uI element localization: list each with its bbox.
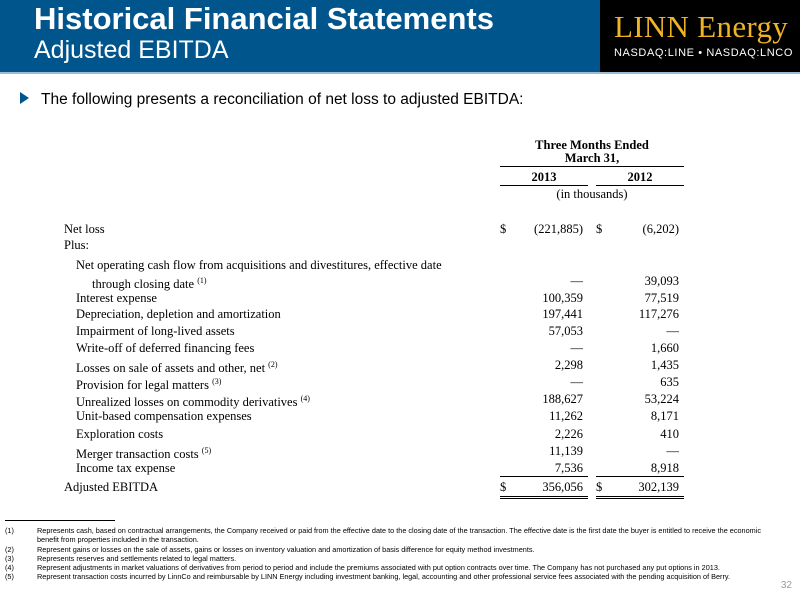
value-2012: 117,276 [638, 307, 679, 321]
total-double-rule-2013-b [500, 498, 588, 499]
row-label: Exploration costs [76, 427, 164, 441]
bullet-triangle-icon [20, 92, 29, 104]
value-2013: 57,053 [548, 324, 583, 338]
footnote-number: (1) [5, 526, 14, 535]
col-2012-header: 2012 [627, 170, 653, 184]
footnote-text: Represents cash, based on contractual arrangements, the Company received or paid from the effective date to the closing date of the transaction. The effective date is the first date the buyer is entitled to receive the economic benefit from properties included in the transaction. [37, 526, 762, 544]
footnote-number: (5) [5, 572, 14, 581]
row-label: Impairment of long-lived assets [76, 324, 235, 338]
footnote-ref: (3) [212, 377, 222, 386]
row-label: Write-off of deferred financing fees [76, 341, 255, 355]
page-number: 32 [780, 580, 792, 591]
page-subtitle: Adjusted EBITDA [34, 36, 229, 64]
value-2013: 11,262 [549, 409, 583, 423]
value-2012: (6,202) [642, 222, 679, 236]
value-2012: 302,139 [638, 480, 679, 494]
footnote-ref: (4) [300, 394, 310, 403]
col-2013-header: 2013 [531, 170, 557, 184]
row-label: Plus: [64, 238, 90, 252]
value-2013: (221,885) [534, 222, 583, 236]
value-2012: 39,093 [644, 274, 679, 288]
value-2012: 77,519 [644, 291, 679, 305]
row-label: Net operating cash flow from acquisitions and divestitures, effective date [76, 258, 442, 272]
value-2013: 188,627 [542, 392, 583, 406]
footnote-item [5, 527, 795, 545]
footnote-text: Represents reserves and settlements related to legal matters. [37, 554, 237, 563]
logo-ticker: NASDAQ:LINE • NASDAQ:LNCO [614, 47, 794, 59]
value-2013: 100,359 [542, 291, 583, 305]
value-2013: — [570, 375, 583, 389]
logo-name: LINN Energy [614, 9, 789, 44]
header-divider [0, 72, 800, 74]
row-label: Interest expense [76, 291, 157, 305]
table-row [0, 306, 800, 322]
footnote-number: (2) [5, 545, 14, 554]
table-row [0, 391, 800, 407]
col-2012-underline [596, 185, 684, 186]
value-2012: 1,435 [650, 358, 679, 372]
value-2013: 2,298 [554, 358, 583, 372]
footnote-ref: (2) [268, 360, 278, 369]
table-row [0, 460, 800, 476]
footnote-item [5, 573, 795, 591]
footnote-number: (3) [5, 554, 14, 563]
table-row [0, 323, 800, 339]
value-2012: 8,171 [650, 409, 679, 423]
table-row [0, 257, 800, 273]
table-row [0, 273, 800, 289]
table-row [0, 290, 800, 306]
row-label: Unrealized losses on commodity derivatives [76, 395, 298, 409]
value-2013: 2,226 [554, 427, 583, 441]
intro-bullet [20, 91, 523, 109]
period-header-line2: March 31, [564, 151, 620, 165]
row-label: Depreciation, depletion and amortization [76, 307, 281, 321]
subtotal-rule-2012 [596, 476, 684, 477]
row-label: Provision for legal matters [76, 378, 209, 392]
value-2012: 635 [660, 375, 679, 389]
footnote-text: Represent adjustments in market valuations of derivatives from period to period and include the premiums associated with put option contracts over time. The Company has not purchased any put options in 2013. [37, 563, 720, 572]
currency-sign: $ [500, 480, 507, 494]
row-label: Adjusted EBITDA [64, 480, 159, 494]
table-row [0, 426, 800, 442]
value-2013: 356,056 [542, 480, 583, 494]
row-label: Net loss [64, 222, 105, 236]
company-logo [600, 0, 800, 72]
currency-sign: $ [596, 222, 603, 236]
row-label: through closing date [92, 277, 195, 291]
row-label: Income tax expense [76, 461, 176, 475]
value-2013: 197,441 [542, 307, 583, 321]
value-2012: 1,660 [650, 341, 679, 355]
value-2013: 7,536 [554, 461, 583, 475]
footnote-text: Represent transaction costs incurred by LinnCo and reimbursable by LINN Energy including investment banking, legal, accounting and other professional service fees associated with the pending acquisition of Berry. [37, 572, 731, 581]
page-title: Historical Financial Statements [34, 1, 494, 36]
table-row [0, 374, 800, 390]
value-2012: 53,224 [644, 392, 679, 406]
total-double-rule-2012-b [596, 498, 684, 499]
table-row [0, 443, 800, 459]
period-header-line1: Three Months Ended [535, 138, 649, 152]
row-label: Merger transaction costs [76, 447, 199, 461]
row-label: Losses on sale of assets and other, net [76, 361, 266, 375]
row-label: Unit-based compensation expenses [76, 409, 252, 423]
units-label: (in thousands) [556, 187, 628, 201]
footnote-divider [5, 520, 115, 521]
footnote-ref: (1) [197, 276, 207, 285]
footnote-ref: (5) [201, 446, 212, 455]
table-row [0, 340, 800, 356]
value-2012: — [666, 324, 679, 338]
period-underline [500, 166, 684, 167]
header-band [0, 0, 800, 72]
total-double-rule-2013-a [500, 496, 588, 497]
value-2013: — [570, 274, 583, 288]
table-row [0, 221, 800, 237]
value-2012: 410 [660, 427, 679, 441]
currency-sign: $ [596, 480, 603, 494]
currency-sign: $ [500, 222, 507, 236]
table-row [0, 357, 800, 373]
col-2013-underline [500, 185, 588, 186]
table-row [0, 237, 800, 253]
value-2012: 8,918 [650, 461, 679, 475]
footnote-text: Represent gains or losses on the sale of assets, gains or losses on inventory valuation and amortization of basis difference for equity method investments. [37, 545, 535, 554]
value-2012: — [666, 444, 679, 458]
footnote-number: (4) [5, 563, 14, 572]
total-double-rule-2012-a [596, 496, 684, 497]
table-row [0, 408, 800, 424]
subtotal-rule-2013 [500, 476, 588, 477]
intro-text: The following presents a reconciliation of net loss to adjusted EBITDA: [41, 91, 524, 108]
table-row-total [0, 479, 800, 495]
value-2013: 11,139 [549, 444, 583, 458]
value-2013: — [570, 341, 583, 355]
